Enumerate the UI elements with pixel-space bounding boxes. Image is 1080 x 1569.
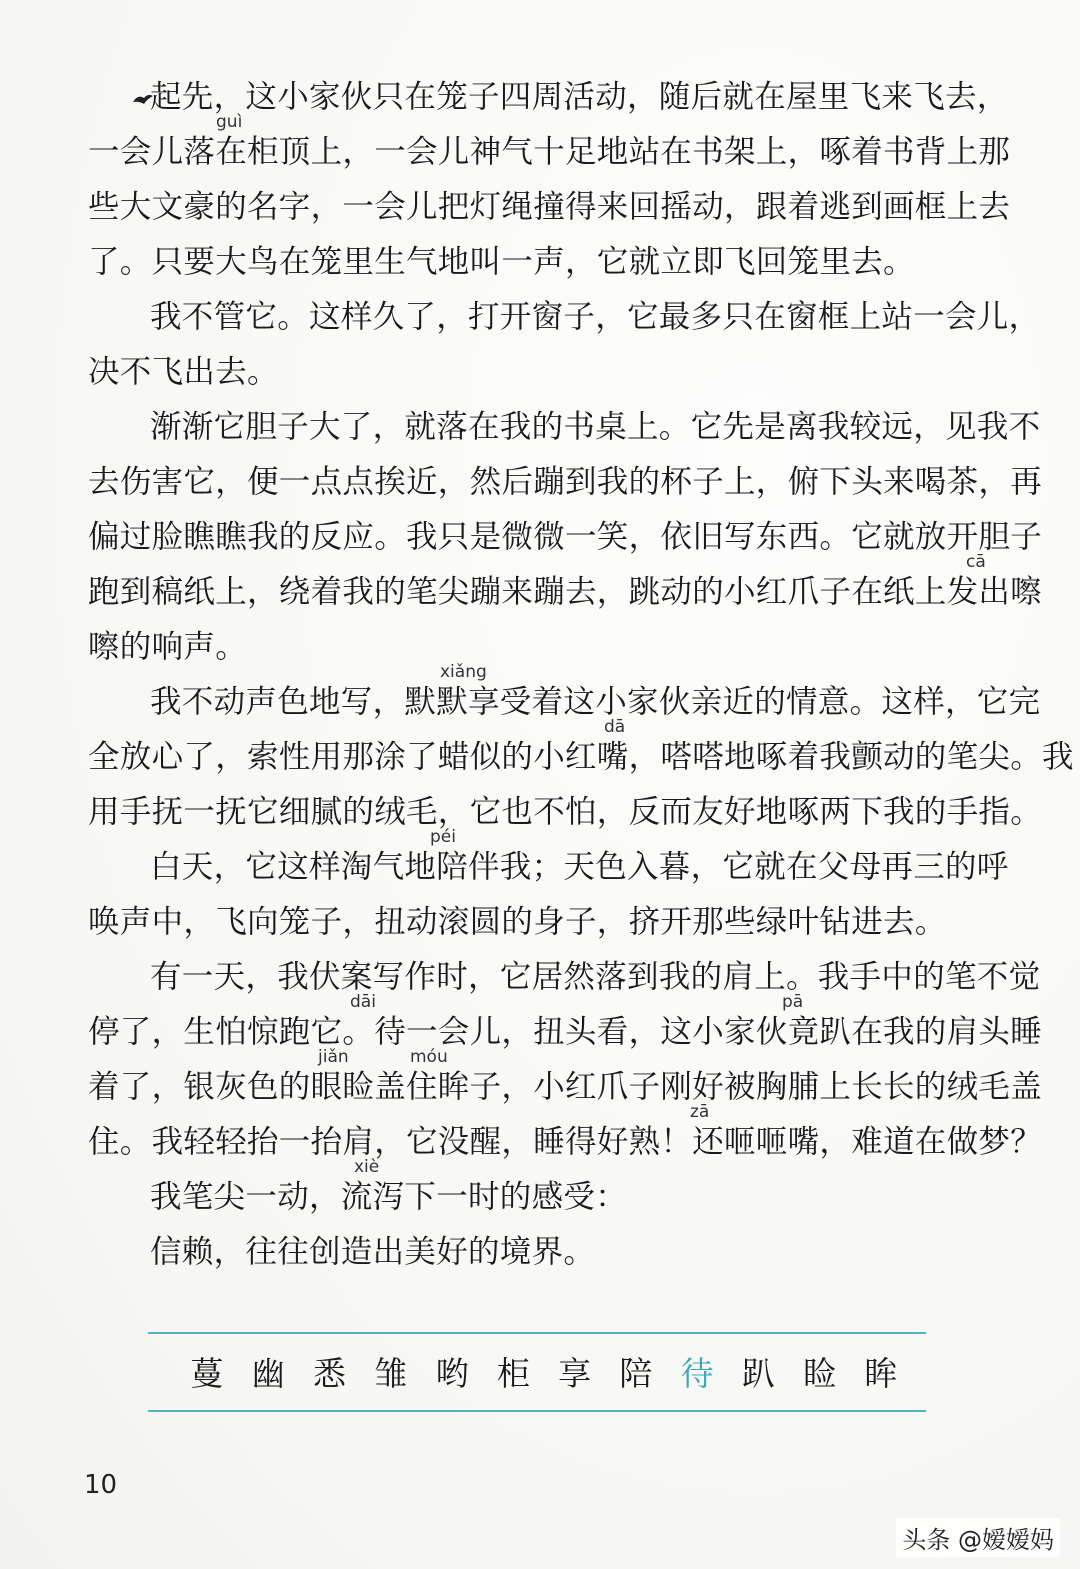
pinyin-annotation: pā: [782, 992, 804, 1012]
new-character: 眸: [864, 1353, 898, 1393]
text-line: 唤声中，飞向笼子，扭动滚圆的身子，挤开那些绿叶钻进去。: [88, 904, 947, 940]
text-line: 用手抚一抚它细腻的绒毛，它也不怕，反而友好地啄两下我的手指。: [88, 794, 1043, 830]
text-line: 我不动声色地写，默默享受着这小家伙亲近的情意。这样，它完: [150, 684, 1041, 720]
text-line: 渐渐它胆子大了，就落在我的书桌上。它先是离我较远，见我不: [150, 409, 1041, 445]
pinyin-annotation: dāi: [350, 992, 376, 1012]
page-number: 10: [84, 1470, 118, 1500]
new-characters-box: [148, 1332, 926, 1412]
text-line: 停了，生怕惊跑它。待一会儿，扭头看，这小家伙竟趴在我的肩头睡: [88, 1014, 1043, 1050]
text-line: 起先，这小家伙只在笼子四周活动，随后就在屋里飞来飞去，: [150, 79, 1009, 115]
text-line: 全放心了，索性用那涂了蜡似的小红嘴，嗒嗒地啄着我颤动的笔尖。我: [88, 739, 1074, 775]
text-line: 着了，银灰色的眼睑盖住眸子，小红爪子刚好被胸脯上长长的绒毛盖: [88, 1069, 1043, 1105]
text-line: 跑到稿纸上，绕着我的笔尖蹦来蹦去，跳动的小红爪子在纸上发出嚓: [88, 574, 1043, 610]
new-character: 雏: [374, 1353, 408, 1393]
text-line: 嚓的响声。: [88, 629, 248, 665]
pinyin-annotation: xiè: [354, 1157, 380, 1177]
text-line: 住。我轻轻抬一抬肩，它没醒，睡得好熟！还咂咂嘴，难道在做梦？: [88, 1124, 1043, 1160]
pinyin-annotation: jiǎn: [318, 1047, 349, 1067]
text-line: 有一天，我伏案写作时，它居然落到我的肩上。我手中的笔不觉: [150, 959, 1041, 995]
new-character: 陪: [619, 1353, 653, 1393]
watermark: 头条 @嫒嫒妈: [896, 1518, 1060, 1557]
text-line: 一会儿落在柜顶上，一会儿神气十足地站在书架上，啄着书背上那: [88, 134, 1011, 170]
new-character: 哟: [435, 1353, 469, 1393]
new-character-highlighted: 待: [680, 1353, 714, 1393]
pinyin-annotation: guì: [216, 112, 243, 132]
new-character: 幽: [251, 1353, 285, 1393]
text-line: 我笔尖一动，流泻下一时的感受：: [150, 1179, 628, 1215]
new-character: 享: [558, 1353, 592, 1393]
new-character: 趴: [741, 1353, 775, 1393]
text-line: 去伤害它，便一点点挨近，然后蹦到我的杯子上，俯下头来喝茶，再: [88, 464, 1043, 500]
new-character: 睑: [803, 1353, 837, 1393]
new-character: 蔓: [190, 1353, 224, 1393]
text-line: 白天，它这样淘气地陪伴我；天色入暮，它就在父母再三的呼: [150, 849, 1009, 885]
new-character: 柜: [496, 1353, 530, 1393]
text-line: 些大文豪的名字，一会儿把灯绳撞得来回摇动，跟着逃到画框上去: [88, 189, 1011, 225]
pinyin-annotation: péi: [430, 827, 456, 847]
new-character: 悉: [313, 1353, 347, 1393]
text-line: 信赖，往往创造出美好的境界。: [150, 1234, 596, 1270]
new-characters-row: [184, 1348, 904, 1394]
text-line: 我不管它。这样久了，打开窗子，它最多只在窗框上站一会儿，: [150, 299, 1041, 335]
text-line: 偏过脸瞧瞧我的反应。我只是微微一笑，依旧写东西。它就放开胆子: [88, 519, 1043, 555]
pinyin-annotation: cā: [966, 552, 986, 572]
text-line: 了。只要大鸟在笼里生气地叫一声，它就立即飞回笼里去。: [88, 244, 915, 280]
pinyin-annotation: móu: [410, 1047, 448, 1067]
text-line: 决不飞出去。: [88, 354, 279, 390]
pinyin-annotation: zā: [690, 1102, 710, 1122]
pinyin-annotation: xiǎng: [440, 662, 487, 682]
pinyin-annotation: dā: [604, 717, 626, 737]
